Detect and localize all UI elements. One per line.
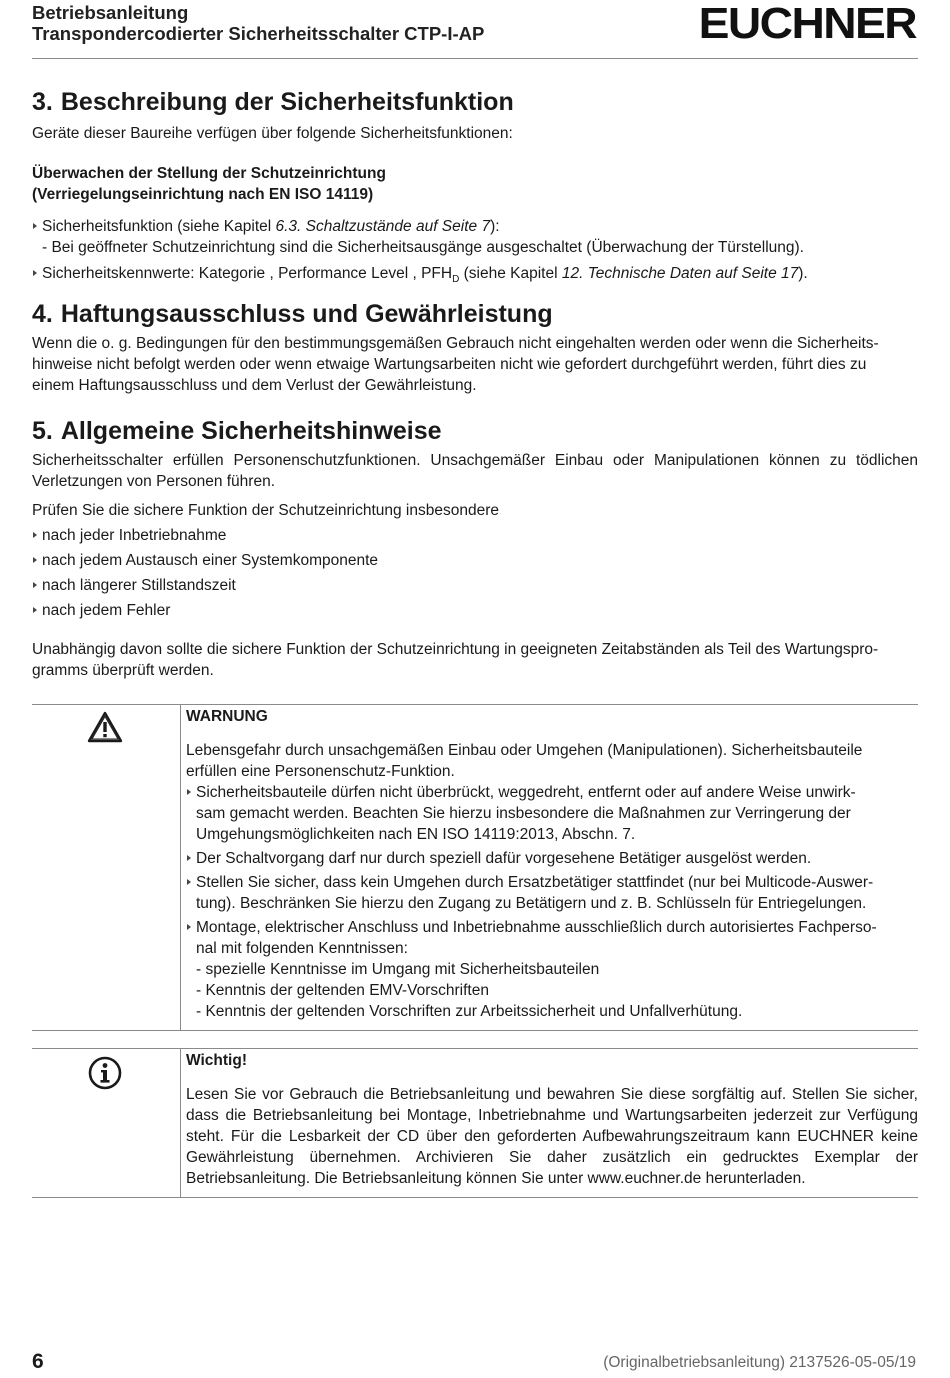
- list-item: nach jeder Inbetriebnahme: [32, 525, 918, 546]
- safety-paragraph-1: Sicherheitsschalter erfüllen Personenschutzfunktionen. Unsachgemäßer Einbau oder Manipulationen können zu tödlichen Verletzungen von Personen führen.: [32, 452, 918, 490]
- warning-box: [32, 704, 918, 1031]
- knowledge-item: - spezielle Kenntnisse im Umgang mit Sicherheitsbauteilen: [196, 961, 600, 978]
- important-text: Lesen Sie vor Gebrauch die Betriebsanleitung und bewahren Sie diese sorgfältig auf. Stellen Sie sicher, dass die Betriebsanleitung bei Montage, Inbetriebnahme und Wartungsarbeiten jederzeit zur Verfügung steht. Für die Lesbarkeit der CD über den geforderten Aufbewahrungszeitraum kann EUCHNER keine Gewährleistung übernehmen. Archivieren Sie daher zusätzlich ein gedrucktes Exemplar der Betriebsanleitung. Die Betriebsanleitung können Sie unter www.euchner.de herunterladen.: [186, 1086, 918, 1187]
- list-item: nach längerer Stillstandszeit: [32, 575, 918, 596]
- safety-function-bullet: Sicherheitsfunktion (siehe Kapitel 6.3. Schaltzustände auf Seite 7):: [32, 216, 918, 237]
- page-content: [32, 86, 918, 1198]
- info-icon: [88, 1056, 122, 1090]
- warning-bullet: Stellen Sie sicher, dass kein Umgehen durch Ersatzbetätiger stattfindet (nur bei Multicode-Auswer- tung). Beschränken Sie hierzu den Zugang zu Betätigern und z. B. Schlüsseln für Entriegelungen.: [186, 872, 918, 914]
- important-heading: Wichtig!: [186, 1052, 247, 1069]
- page-header: [32, 0, 918, 59]
- chapter-reference-link[interactable]: 6.3. Schaltzustände auf Seite 7: [275, 218, 491, 235]
- section-3-heading: 3. Beschreibung der Sicherheitsfunktion: [32, 88, 514, 116]
- safety-function-detail: - Bei geöffneter Schutzeinrichtung sind die Sicherheitsausgänge ausgeschaltet (Überwachung der Türstellung).: [42, 239, 804, 256]
- liability-paragraph: Wenn die o. g. Bedingungen für den bestimmungsgemäßen Gebrauch nicht eingehalten werden oder wenn die Sicherheits- hinweise nicht befolgt werden oder wenn etwaige Wartungsarbeiten nicht wie gefordert durchgeführt werden, führt dies zu einem Haftungsausschluss und dem Verlust der Gewährleistung.: [32, 335, 879, 394]
- technical-data-link[interactable]: 12. Technische Daten auf Seite 17: [561, 265, 799, 282]
- monitoring-subheading-line2: (Verriegelungseinrichtung nach EN ISO 14119): [32, 186, 374, 203]
- important-box: [32, 1048, 918, 1198]
- page-number: 6: [32, 1350, 44, 1373]
- knowledge-item: - Kenntnis der geltenden EMV-Vorschriften: [196, 982, 489, 999]
- list-item: nach jedem Fehler: [32, 600, 918, 621]
- knowledge-item: - Kenntnis der geltenden Vorschriften zur Arbeitssicherheit und Unfallverhütung.: [196, 1003, 743, 1020]
- warning-bullet: Der Schaltvorgang darf nur durch speziell dafür vorgesehene Betätiger ausgelöst werden.: [186, 848, 918, 869]
- monitoring-subheading-line1: Überwachen der Stellung der Schutzeinrichtung: [32, 165, 386, 182]
- warning-triangle-icon: [87, 711, 123, 743]
- document-number: (Originalbetriebsanleitung) 2137526-05-05/19: [603, 1354, 916, 1371]
- list-item: nach jedem Austausch einer Systemkomponente: [32, 550, 918, 571]
- euchner-logo: EUCHNER: [698, 0, 916, 48]
- warning-bullet: Montage, elektrischer Anschluss und Inbetriebnahme ausschließlich durch autorisiertes Fachperso- nal mit folgenden Kenntnissen:: [186, 917, 918, 959]
- document-title: Betriebsanleitung Transpondercodierter Sicherheitsschalter CTP-I-AP: [32, 2, 485, 44]
- warning-bullet: Sicherheitsbauteile dürfen nicht überbrückt, weggedreht, entfernt oder auf andere Weise unwirk- sam gemacht werden. Beachten Sie hierzu insbesondere die Maßnahmen zur Verringerung der Umgehungsmöglichkeiten nach EN ISO 14119:2013, Abschn. 7.: [186, 782, 918, 845]
- check-list: [32, 525, 918, 621]
- section-5-heading: 5. Allgemeine Sicherheitshinweise: [32, 417, 442, 445]
- safety-paragraph-3: Unabhängig davon sollte die sichere Funktion der Schutzeinrichtung in geeigneten Zeitabständen als Teil des Wartungspro- gramms überprüft werden.: [32, 641, 879, 679]
- warning-intro: Lebensgefahr durch unsachgemäßen Einbau oder Umgehen (Manipulationen). Sicherheitsbauteile erfüllen eine Personenschutz-Funktion.: [186, 742, 863, 780]
- section-3-intro: Geräte dieser Baureihe verfügen über folgende Sicherheitsfunktionen:: [32, 125, 513, 142]
- safety-values-bullet: Sicherheitskennwerte: Kategorie , Performance Level , $PFH_D$ (siehe Kapitel 12. Technische Daten auf Seite 17).: [32, 263, 918, 284]
- warning-heading: WARNUNG: [186, 708, 268, 725]
- page-footer: [32, 1349, 918, 1377]
- section-4-heading: 4. Haftungsausschluss und Gewährleistung: [32, 300, 553, 328]
- safety-paragraph-2: Prüfen Sie die sichere Funktion der Schutzeinrichtung insbesondere: [32, 502, 499, 519]
